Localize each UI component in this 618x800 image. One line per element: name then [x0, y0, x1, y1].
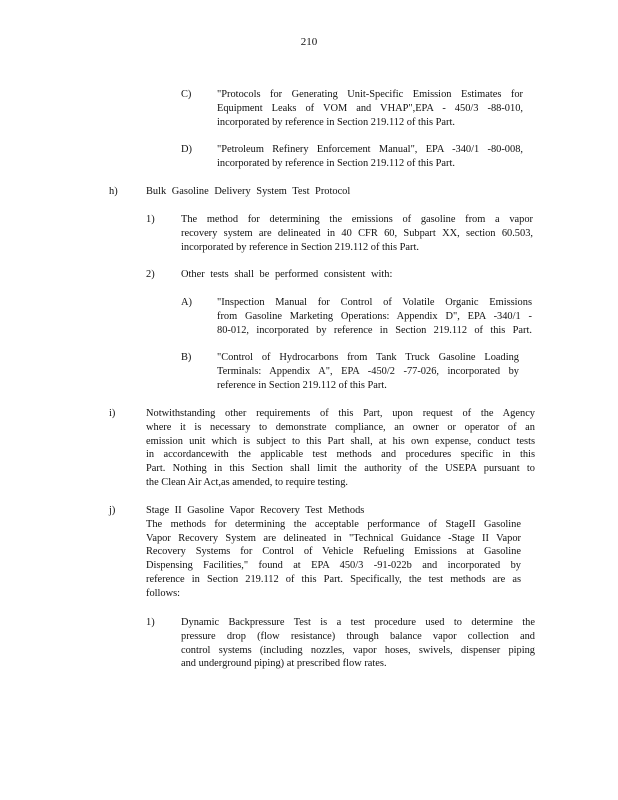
- text-line: "Protocols for Generating Unit-Specific Emission Estimates for: [217, 89, 523, 100]
- text-line: incorporated by reference in Section 219.112 of this Part.: [217, 116, 455, 128]
- text-line: reference in Section 219.112 of this Part.: [217, 379, 387, 391]
- text-line: The method for determining the emissions of gasoline from a vapor: [181, 214, 533, 225]
- item-text-h-2: [181, 268, 533, 282]
- section-heading: Stage II Gasoline Vapor Recovery Test Methods: [146, 505, 365, 516]
- item-label-b: B): [181, 352, 192, 363]
- text-line: Other tests shall be performed consistent with:: [181, 269, 393, 280]
- text-line: "Control of Hydrocarbons from Tank Truck Gasoline Loading: [217, 352, 519, 363]
- item-label-d: D): [181, 144, 192, 155]
- item-text-d: [217, 143, 523, 171]
- item-label-c: C): [181, 89, 192, 100]
- text-line: Vapor Recovery System are delineated in "Technical Guidance -Stage II Vapor: [146, 532, 521, 544]
- item-label-j: j): [109, 505, 116, 516]
- text-line: and underground piping) at prescribed flow rates.: [181, 658, 387, 670]
- item-label-a: A): [181, 297, 192, 308]
- text-line: in accordancewith the applicable test methods and procedures specific in this: [146, 449, 535, 461]
- item-label-i: i): [109, 408, 116, 419]
- text-line: Terminals: Appendix A", EPA -450/2 -77-026, incorporated by: [217, 365, 519, 377]
- item-label-j-1: 1): [146, 617, 155, 628]
- item-text-j-1: [181, 616, 535, 671]
- item-text-b: [217, 351, 519, 392]
- text-line: emission unit which is subject to this Part shall, at his own expense, conduct tests: [146, 435, 535, 447]
- item-text-i: [146, 407, 535, 490]
- text-line: Notwithstanding other requirements of this Part, upon request of the Agency: [146, 408, 535, 419]
- text-line: Recovery Systems for Control of Vehicle Refueling Emissions at Gasoline: [146, 546, 521, 558]
- text-line: Part. Nothing in this Section shall limit the authority of the USEPA pursuant to: [146, 463, 535, 475]
- page-number: 210: [300, 36, 318, 48]
- text-line: the Clean Air Act,as amended, to require testing.: [146, 476, 348, 488]
- item-text-h-1: [181, 213, 533, 254]
- text-line: Equipment Leaks of VOM and VHAP",EPA - 450/3 -88-010,: [217, 102, 523, 114]
- item-text-h: [146, 185, 506, 199]
- item-label-h: h): [109, 186, 118, 197]
- text-line: recovery system are delineated in 40 CFR 60, Subpart XX, section 60.503,: [181, 227, 533, 239]
- text-line: where it is necessary to demonstrate compliance, an owner or operator of an: [146, 421, 535, 433]
- text-line: Dispensing Facilities," found at EPA 450/3 -91-022b and incorporated by: [146, 560, 521, 572]
- text-line: reference in Section 219.112 of this Part. Specifically, the test methods are as: [146, 573, 521, 585]
- item-text-j: [146, 504, 521, 601]
- item-label-h-1: 1): [146, 214, 155, 225]
- text-line: incorporated by reference in Section 219.112 of this Part.: [181, 241, 419, 253]
- text-line: incorporated by reference in Section 219.112 of this Part.: [217, 157, 455, 169]
- item-text-c: [217, 88, 523, 129]
- text-line: The methods for determining the acceptable performance of StageII Gasoline: [146, 518, 521, 530]
- text-line: from Gasoline Marketing Operations: Appendix D", EPA -340/1 -: [217, 310, 532, 322]
- text-line: control systems (including nozzles, vapor hoses, swivels, dispenser piping: [181, 644, 535, 656]
- section-heading: Bulk Gasoline Delivery System Test Protocol: [146, 186, 351, 197]
- text-line: pressure drop (flow resistance) through balance vapor collection and: [181, 630, 535, 642]
- item-text-a: [217, 296, 532, 337]
- text-line: 80-012, incorporated by reference in Section 219.112 of this Part.: [217, 324, 532, 336]
- item-label-h-2: 2): [146, 269, 155, 280]
- text-line: Dynamic Backpressure Test is a test procedure used to determine the: [181, 617, 535, 628]
- text-line: "Inspection Manual for Control of Volatile Organic Emissions: [217, 297, 532, 308]
- text-line: follows:: [146, 587, 181, 599]
- text-line: "Petroleum Refinery Enforcement Manual", EPA -340/1 -80-008,: [217, 144, 523, 155]
